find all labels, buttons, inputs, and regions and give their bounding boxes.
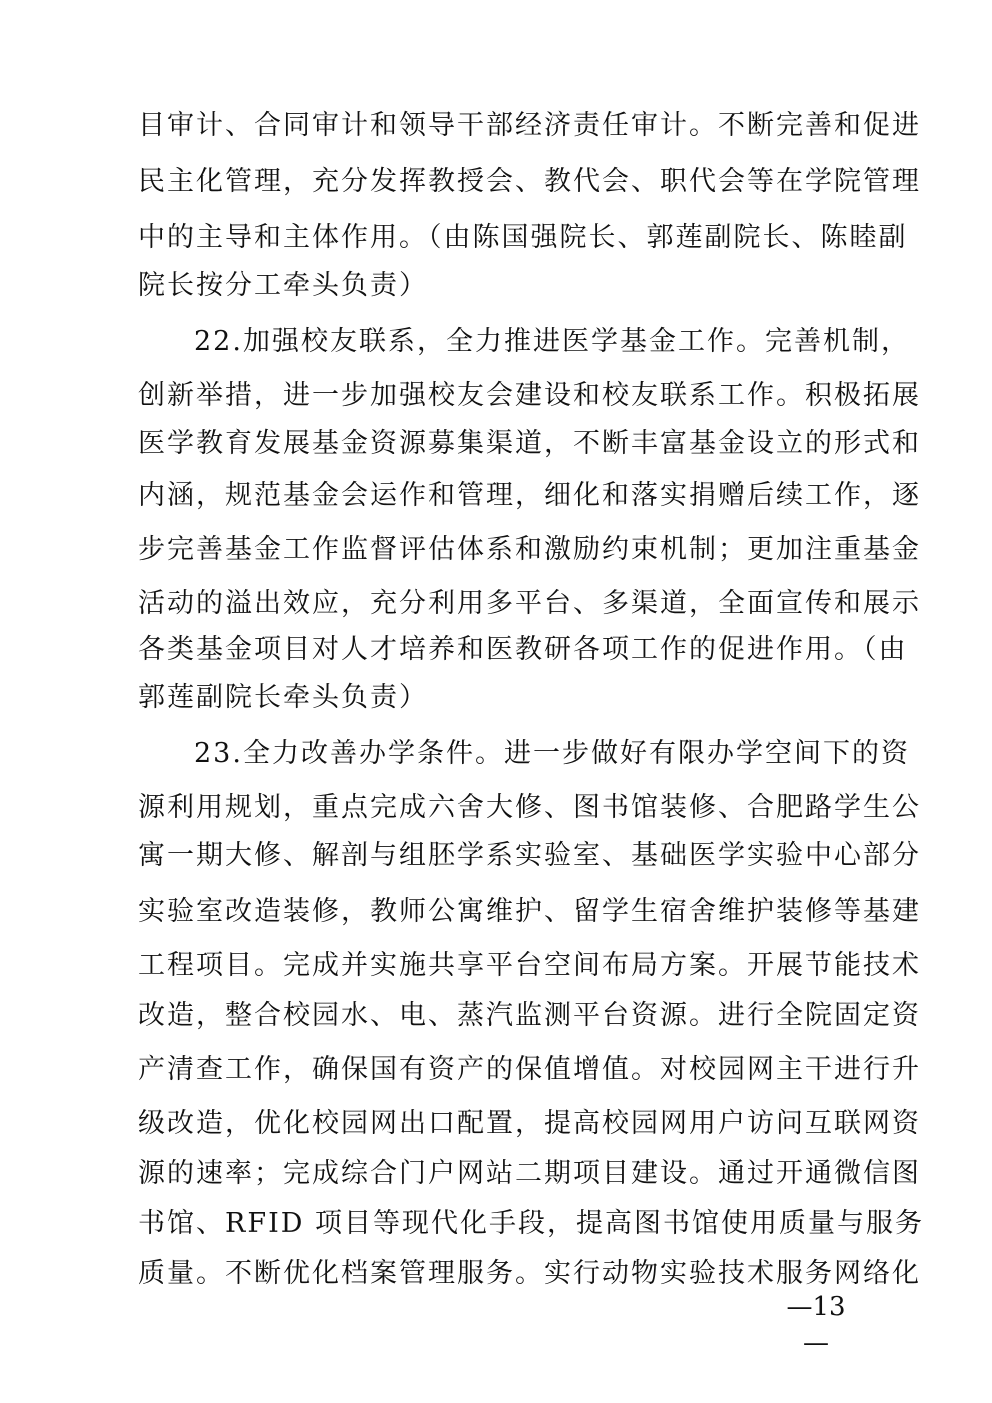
text-line: 改造，整合校园水、电、蒸汽监测平台资源。进行全院固定资 bbox=[138, 1000, 921, 1031]
text-line: 质量。不断优化档案管理服务。实行动物实验技术服务网络化 bbox=[138, 1258, 921, 1289]
text-line: 中的主导和主体作用。（由陈国强院长、郭莲副院长、陈睦副 bbox=[138, 222, 908, 253]
text-line: 步完善基金工作监督评估体系和激励约束机制；更加注重基金 bbox=[138, 534, 921, 565]
text-line: 实验室改造装修，教师公寓维护、留学生宿舍维护装修等基建 bbox=[138, 896, 921, 927]
text-line: 郭莲副院长牵头负责） bbox=[138, 682, 428, 713]
text-line: 产清查工作，确保国有资产的保值增值。对校园网主干进行升 bbox=[138, 1054, 921, 1085]
text-line: 级改造，优化校园网出口配置，提高校园网用户访问互联网资 bbox=[138, 1108, 921, 1139]
text-line: 民主化管理，充分发挥教授会、教代会、职代会等在学院管理 bbox=[138, 166, 921, 197]
text-line: 医学教育发展基金资源募集渠道，不断丰富基金设立的形式和 bbox=[138, 428, 921, 459]
text-line: 内涵，规范基金会运作和管理，细化和落实捐赠后续工作，逐 bbox=[138, 480, 921, 511]
page-number: —13— bbox=[786, 1292, 846, 1358]
text-line: 书馆、RFID 项目等现代化手段，提高图书馆使用质量与服务 bbox=[138, 1208, 924, 1239]
text-line: 院长按分工牵头负责） bbox=[138, 270, 428, 301]
paragraph-22-heading-line: 22.加强校友联系，全力推进医学基金工作。完善机制， bbox=[194, 326, 910, 357]
text-line: 目审计、合同审计和领导干部经济责任审计。不断完善和促进 bbox=[138, 110, 921, 141]
paragraph-23-heading-line: 23.全力改善办学条件。进一步做好有限办学空间下的资 bbox=[194, 738, 910, 769]
text-line: 寓一期大修、解剖与组胚学系实验室、基础医学实验中心部分 bbox=[138, 840, 921, 871]
text-line: 源利用规划，重点完成六舍大修、图书馆装修、合肥路学生公 bbox=[138, 792, 921, 823]
text-line: 各类基金项目对人才培养和医教研各项工作的促进作用。（由 bbox=[138, 634, 908, 665]
text-line: 活动的溢出效应，充分利用多平台、多渠道，全面宣传和展示 bbox=[138, 588, 921, 619]
text-line: 源的速率；完成综合门户网站二期项目建设。通过开通微信图 bbox=[138, 1158, 921, 1189]
text-line: 工程项目。完成并实施共享平台空间布局方案。开展节能技术 bbox=[138, 950, 921, 981]
text-line: 创新举措，进一步加强校友会建设和校友联系工作。积极拓展 bbox=[138, 380, 921, 411]
